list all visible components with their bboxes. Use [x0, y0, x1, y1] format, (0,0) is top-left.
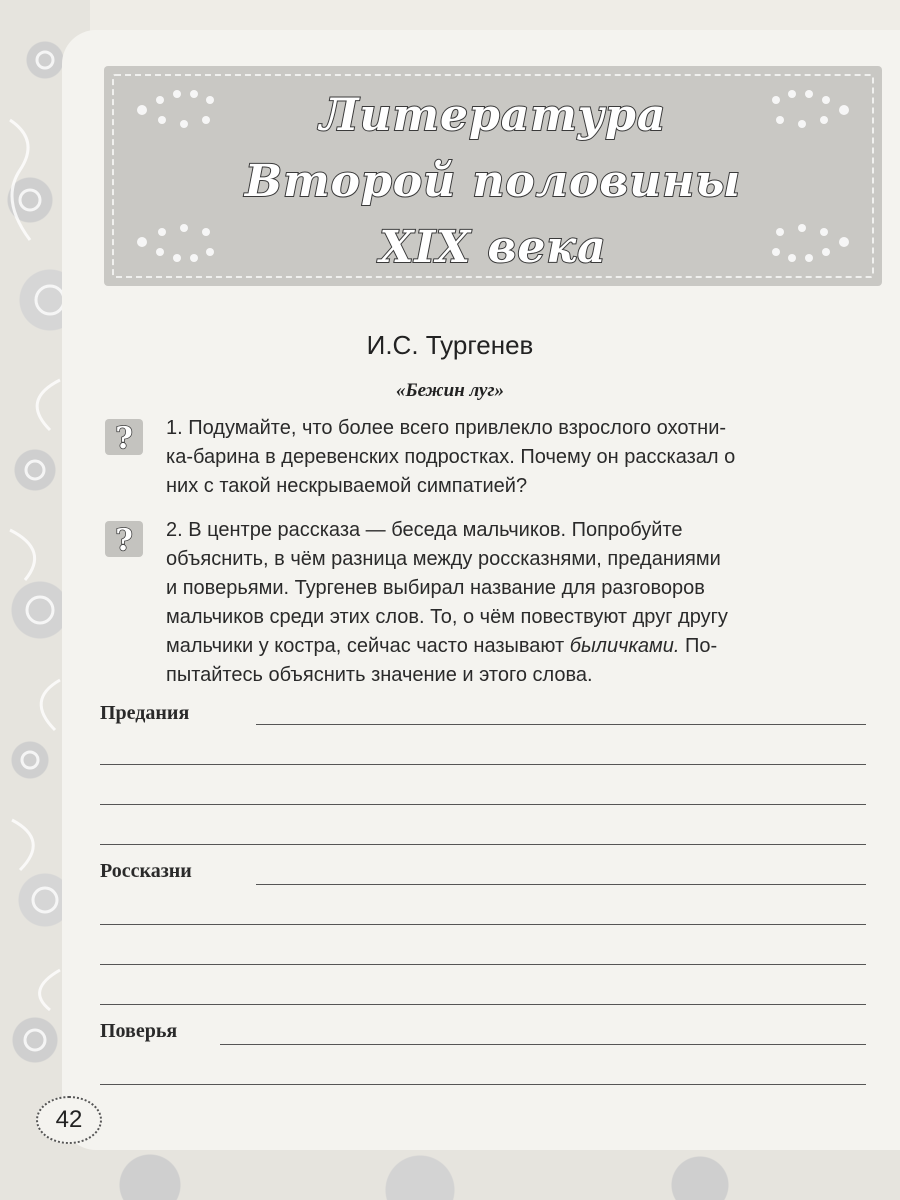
question-2-line: объяснить, в чём разница между россказнями, преданиями [166, 548, 721, 570]
question-1-text [166, 414, 856, 501]
banner-title-line-2: Второй половины [244, 156, 742, 207]
question-2-line: и поверьями. Тургенев выбирал название для разговоров [166, 577, 705, 599]
svg-text:?: ? [115, 421, 133, 456]
question-1-line: них с такой нескрываемой симпатией? [166, 475, 528, 497]
question-2-text [166, 516, 856, 690]
answer-line[interactable] [220, 1044, 866, 1045]
work-title: «Бежин луг» [396, 380, 504, 401]
banner-title-line-3: XIX века [379, 222, 607, 273]
question-mark-icon [104, 418, 144, 456]
question-mark-icon [104, 520, 144, 558]
answer-line[interactable] [100, 1004, 866, 1005]
answer-line[interactable] [256, 724, 866, 725]
italic-term-bylichki: быличками. [569, 635, 680, 657]
answer-line[interactable] [100, 764, 866, 765]
answer-label-poverya: Поверья [100, 1020, 178, 1042]
question-2-line-part: По- [679, 635, 718, 657]
answer-label-predaniya: Предания [100, 702, 190, 724]
answer-line[interactable] [100, 1084, 866, 1085]
answer-line[interactable] [100, 844, 866, 845]
question-2-line: пытайтесь объяснить значение и этого слова. [166, 664, 593, 686]
question-2-line [166, 632, 856, 661]
section-title-banner [104, 66, 882, 286]
page-number: 42 [36, 1096, 102, 1144]
question-2-line: 2. В центре рассказа — беседа мальчиков. Попробуйте [166, 519, 683, 541]
answer-line[interactable] [100, 964, 866, 965]
banner-title-line-1: Литература [319, 90, 667, 141]
question-2-line: мальчиков среди этих слов. То, о чём повествуют друг другу [166, 606, 728, 628]
svg-text:?: ? [115, 523, 133, 558]
answer-line[interactable] [256, 884, 866, 885]
answer-line[interactable] [100, 804, 866, 805]
author-heading: И.С. Тургенев [366, 330, 534, 360]
question-1-line: 1. Подумайте, что более всего привлекло взрослого охотни- [166, 417, 727, 439]
question-2-line-part: мальчики у костра, сейчас часто называют [166, 635, 570, 657]
question-1-line: ка-барина в деревенских подростках. Почему он рассказал о [166, 446, 736, 468]
answer-label-rasskazni: Россказни [100, 860, 192, 882]
answer-line[interactable] [100, 924, 866, 925]
